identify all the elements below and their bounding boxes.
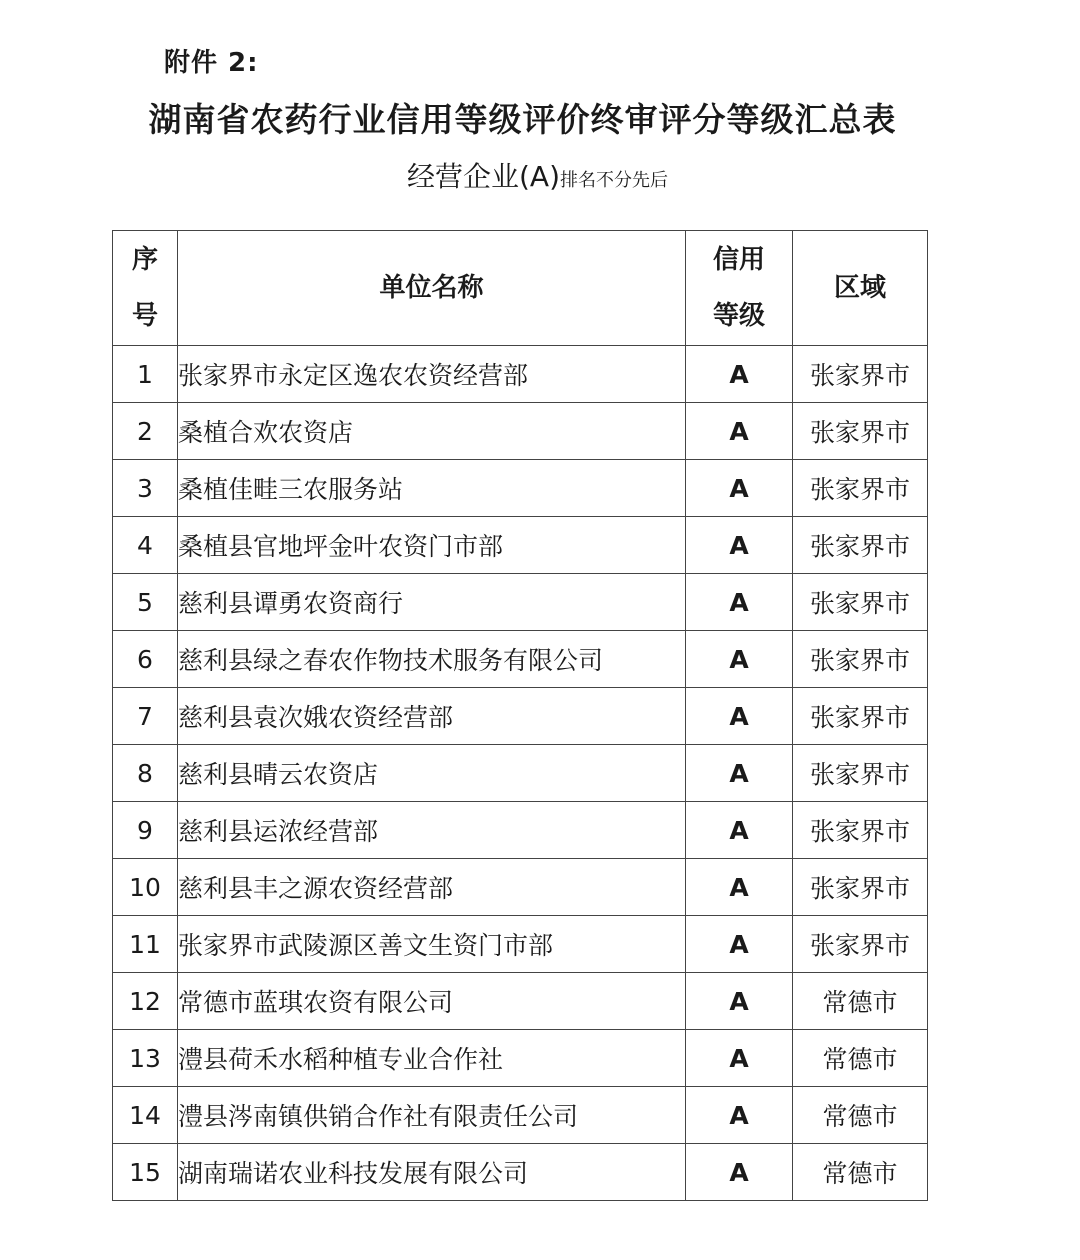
row-number-cell: 6: [113, 631, 178, 688]
row-number-cell: 12: [113, 973, 178, 1030]
credit-grade-cell: A: [686, 802, 793, 859]
table-row: [113, 1087, 928, 1144]
row-number-cell: 7: [113, 688, 178, 745]
credit-grade-cell: A: [686, 574, 793, 631]
row-number-cell: 8: [113, 745, 178, 802]
table-body: [113, 346, 928, 1201]
unit-name-cell: 慈利县谭勇农资商行: [178, 574, 686, 631]
subtitle-note: 排名不分先后: [560, 170, 668, 191]
unit-name-cell: 桑植合欢农资店: [178, 403, 686, 460]
header-credit-grade: [686, 231, 793, 346]
region-cell: 常德市: [793, 1030, 928, 1087]
row-number-cell: 15: [113, 1144, 178, 1201]
subtitle: [0, 155, 1075, 195]
row-number-cell: 5: [113, 574, 178, 631]
header-region: 区域: [793, 231, 928, 346]
header-unit-name: 单位名称: [178, 231, 686, 346]
credit-grade-cell: A: [686, 1030, 793, 1087]
credit-grade-cell: A: [686, 973, 793, 1030]
credit-grade-cell: A: [686, 745, 793, 802]
table-row: [113, 517, 928, 574]
rating-summary-table: [112, 230, 928, 1201]
header-number-line1: 序: [131, 245, 158, 275]
region-cell: 张家界市: [793, 403, 928, 460]
row-number-cell: 3: [113, 460, 178, 517]
credit-grade-cell: A: [686, 688, 793, 745]
row-number-cell: 13: [113, 1030, 178, 1087]
credit-grade-cell: A: [686, 460, 793, 517]
credit-grade-cell: A: [686, 403, 793, 460]
header-number: [113, 231, 178, 346]
unit-name-cell: 常德市蓝琪农资有限公司: [178, 973, 686, 1030]
region-cell: 常德市: [793, 973, 928, 1030]
credit-grade-cell: A: [686, 631, 793, 688]
unit-name-cell: 慈利县袁次娥农资经营部: [178, 688, 686, 745]
credit-grade-cell: A: [686, 859, 793, 916]
table-row: [113, 916, 928, 973]
table-row: [113, 1030, 928, 1087]
table-row: [113, 973, 928, 1030]
unit-name-cell: 慈利县丰之源农资经营部: [178, 859, 686, 916]
credit-grade-cell: A: [686, 517, 793, 574]
region-cell: 张家界市: [793, 688, 928, 745]
header-grade-line1: 信用: [712, 245, 765, 275]
row-number-cell: 14: [113, 1087, 178, 1144]
table-header-row: [113, 231, 928, 346]
unit-name-cell: 澧县涔南镇供销合作社有限责任公司: [178, 1087, 686, 1144]
unit-name-cell: 张家界市永定区逸农农资经营部: [178, 346, 686, 403]
region-cell: 常德市: [793, 1087, 928, 1144]
region-cell: 张家界市: [793, 346, 928, 403]
unit-name-cell: 湖南瑞诺农业科技发展有限公司: [178, 1144, 686, 1201]
table-row: [113, 574, 928, 631]
unit-name-cell: 桑植佳畦三农服务站: [178, 460, 686, 517]
region-cell: 张家界市: [793, 574, 928, 631]
row-number-cell: 2: [113, 403, 178, 460]
region-cell: 张家界市: [793, 745, 928, 802]
table-row: [113, 1144, 928, 1201]
unit-name-cell: 慈利县晴云农资店: [178, 745, 686, 802]
credit-grade-cell: A: [686, 1087, 793, 1144]
table-row: [113, 859, 928, 916]
table-row: [113, 688, 928, 745]
region-cell: 常德市: [793, 1144, 928, 1201]
unit-name-cell: 慈利县运浓经营部: [178, 802, 686, 859]
unit-name-cell: 澧县荷禾水稻种植专业合作社: [178, 1030, 686, 1087]
credit-grade-cell: A: [686, 1144, 793, 1201]
table-row: [113, 460, 928, 517]
row-number-cell: 1: [113, 346, 178, 403]
row-number-cell: 10: [113, 859, 178, 916]
unit-name-cell: 张家界市武陵源区善文生资门市部: [178, 916, 686, 973]
header-grade-line2: 等级: [712, 301, 765, 331]
row-number-cell: 9: [113, 802, 178, 859]
table-row: [113, 346, 928, 403]
region-cell: 张家界市: [793, 802, 928, 859]
table-row: [113, 403, 928, 460]
row-number-cell: 11: [113, 916, 178, 973]
region-cell: 张家界市: [793, 631, 928, 688]
table-row: [113, 745, 928, 802]
unit-name-cell: 慈利县绿之春农作物技术服务有限公司: [178, 631, 686, 688]
table-row: [113, 631, 928, 688]
credit-grade-cell: A: [686, 916, 793, 973]
region-cell: 张家界市: [793, 460, 928, 517]
row-number-cell: 4: [113, 517, 178, 574]
region-cell: 张家界市: [793, 859, 928, 916]
attachment-label: 附件 2:: [164, 48, 259, 78]
header-number-line2: 号: [131, 301, 158, 331]
credit-grade-cell: A: [686, 346, 793, 403]
table-row: [113, 802, 928, 859]
region-cell: 张家界市: [793, 517, 928, 574]
unit-name-cell: 桑植县官地坪金叶农资门市部: [178, 517, 686, 574]
document-title: 湖南省农药行业信用等级评价终审评分等级汇总表: [148, 100, 897, 139]
region-cell: 张家界市: [793, 916, 928, 973]
subtitle-category: 经营企业(A): [406, 160, 560, 193]
